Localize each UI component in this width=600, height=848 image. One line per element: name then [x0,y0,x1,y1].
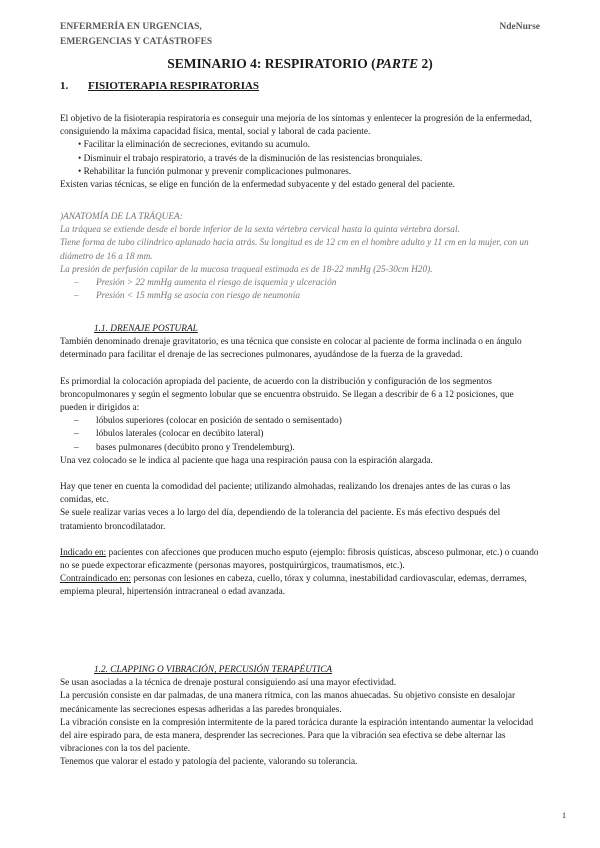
section-heading-1 [60,80,259,92]
intro-paragraph: El objetivo de la fisioterapia respiratoria es conseguir una mejoría de los síntomas y enlentecer la progresión de la enfermedad, consiguiendo la máxima capacidad física, mental, social y laboral de cada paciente. [60,114,532,138]
pressure-item: – Presión > 22 mmHg aumenta el riesgo de isquemia y ulceración [60,277,542,290]
position-item: – lóbulos superiores (colocar en posición de sentado o semisentado) [60,415,542,428]
page-title [0,56,600,72]
bullet-item: • Disminuir el trabajo respiratorio, a través de la disminución de las resistencias bronquiales. [78,153,423,164]
title-italic: PARTE [375,56,419,71]
contraindications-text: personas con lesiones en cabeza, cuello, tórax y columna, inestabilidad cardiovascular, edemas, derrames, empiema pleural, hipertensión intracraneal o edad avanzada. [60,574,527,598]
drenaje-section [60,323,542,600]
indications-text: pacientes con afecciones que producen mucho esputo (ejemplo: fibrosis quísticas, absceso pulmonar, etc.) o cuando no se puede expectorar eficazmente (personas mayores, postquirúrgicos, traumatismos, etc.). [60,547,539,572]
drenaje-paragraph: También denominado drenaje gravitatorio, es una técnica que consiste en colocar al paciente de forma inclinada o en ángulo determinado para facilitar el drenaje de las secreciones pulmonares, ayudándose de la fuerza de la gravedad. [60,337,522,361]
position-item: – bases pulmonares (decúbito prono y Trendelemburg). [60,442,542,455]
running-header-left [60,20,212,50]
clapping-paragraph: Se usan asociadas a la técnica de drenaje postural consiguiendo así una mayor efectividad. [60,678,397,689]
clapping-section [60,664,542,770]
anatomy-line: Tiene forma de tubo cilíndrico aplanado hacia atrás. Su longitud es de 12 cm en el hombre adulto y 11 cm en la mujer, con un diámetro de 16 a 18 mm. [60,238,529,262]
anatomy-block [60,211,542,303]
intro-block [60,113,542,192]
contraindications-label: Contraindicado en: [60,574,131,585]
subsection-heading: 1.2. CLAPPING O VIBRACIÓN, PERCUSIÓN TERAPÉUTICA [94,665,333,675]
indications [60,547,542,573]
clapping-paragraph: La percusión consiste en dar palmadas, de una manera rítmica, con las manos ahuecadas. Su objetivo consiste en desalojar mecánicamente las secreciones espesas adheridas a las paredes bronquiales. [60,691,516,715]
clapping-paragraph: Tenemos que valorar el estado y patología del paciente, valorando su tolerancia. [60,757,358,768]
header-line-1: ENFERMERÍA EN URGENCIAS, [60,22,202,32]
drenaje-paragraph: Hay que tener en cuenta la comodidad del paciente; utilizando almohadas, realizando los drenajes antes de las curas o las comidas, etc. [60,482,511,506]
page-number: 1 [562,811,566,820]
title-tail: 2) [418,56,433,71]
anatomy-heading: )ANATOMÍA DE LA TRÁQUEA: [60,212,183,222]
indications-label: Indicado en: [60,547,107,558]
pressure-item: – Presión < 15 mmHg se asocia con riesgo de neumonía [60,290,542,303]
drenaje-paragraph: Es primordial la colocación apropiada del paciente, de acuerdo con la distribución y configuración de los segmentos broncopulmonares y según el segmento lobular que se encuentra obstruido. Se llegan a describir de 6 a 12 posiciones, que pueden ir dirigidos a: [60,376,514,414]
bullet-item: • Facilitar la eliminación de secreciones, evitando su acumulo. [78,140,310,151]
anatomy-line: La presión de perfusión capilar de la mucosa traqueal estimada es de 18-22 mmHg (25-30cm H20). [60,264,433,275]
title-main: SEMINARIO 4: RESPIRATORIO ( [167,56,376,71]
contraindications [60,573,542,599]
header-line-2: EMERGENCIAS Y CATÁSTROFES [60,37,213,47]
drenaje-paragraph: Una vez colocado se le indica al paciente que haga una respiración pausa con la espiración alargada. [60,455,433,466]
bullet-item: • Rehabilitar la función pulmonar y prevenir complicaciones pulmonares. [78,166,352,177]
intro-paragraph-2: Existen varias técnicas, se elige en función de la enfermedad subyacente y del estado general del paciente. [60,180,455,191]
clapping-paragraph: La vibración consiste en la compresión intermitente de la pared torácica durante la espiración intentando aumentar la velocidad del aire espirado para, de esta manera, desprender las secreciones. Para que la vibración sea efectiva se debe alternar las vibraciones con la tos del paciente. [60,717,534,755]
anatomy-line: La tráquea se extiende desde el borde inferior de la sexta vértebra cervical hasta la quinta vértebra dorsal. [60,225,460,236]
position-item: – lóbulos laterales (colocar en decúbito lateral) [60,428,542,441]
section-number: 1. [60,80,69,92]
subsection-heading: 1.1. DRENAJE POSTURAL [94,324,198,334]
running-header-right: NdeNurse [499,22,540,32]
drenaje-paragraph: Se suele realizar varias veces a lo largo del día, dependiendo de la tolerancia del paciente. Es más efectivo después del tratamiento broncodilatador. [60,508,501,532]
section-title: FISIOTERAPIA RESPIRATORIAS [88,80,260,92]
